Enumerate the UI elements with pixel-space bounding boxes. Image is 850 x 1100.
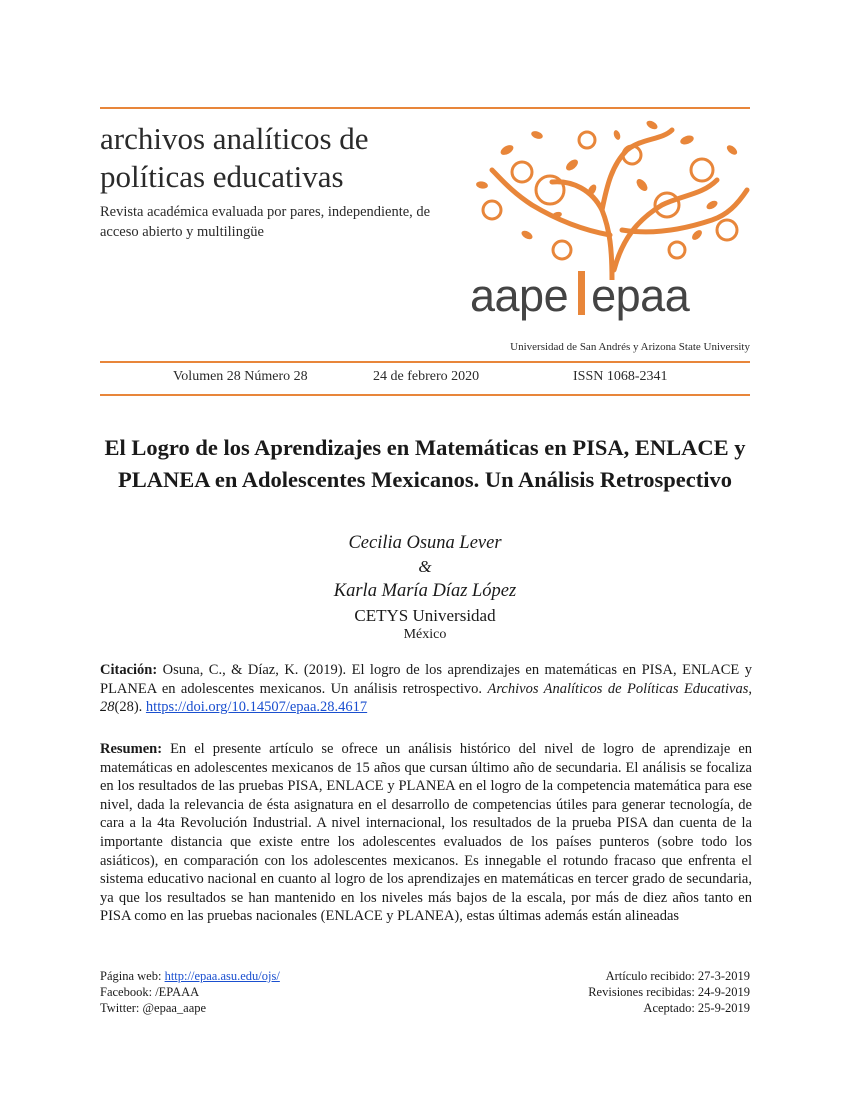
facebook-handle: Facebook: /EPAAA: [100, 985, 200, 999]
top-rule: [100, 107, 750, 109]
university-affiliation: Universidad de San Andrés y Arizona State University: [510, 341, 750, 353]
logo-text-right: epaa: [591, 270, 690, 321]
date-accepted: Aceptado: 25-9-2019: [643, 1001, 750, 1015]
twitter-handle: Twitter: @epaa_aape: [100, 1001, 207, 1015]
issue-date: 24 de febrero 2020: [373, 369, 480, 384]
web-label: Página web:: [100, 969, 162, 983]
footer-left: [100, 968, 280, 1016]
author-ampersand: &: [418, 557, 432, 576]
web-link[interactable]: http://epaa.asu.edu/ojs/: [164, 969, 280, 983]
issue-rule-top: [100, 361, 750, 363]
issue-volume: Volumen 28 Número 28: [173, 369, 308, 384]
abstract-label: Resumen:: [100, 741, 163, 757]
author-2: Karla María Díaz López: [333, 581, 517, 601]
journal-title: archivos analíticos de políticas educativas: [100, 121, 369, 194]
citation: Citación: Osuna, C., & Díaz, K. (2019). El logro de los aprendizajes en matemáticas en PISA, ENLACE y PLANEA en adolescentes mexicanos. Un análisis retrospectivo. Archivos Analíticos de Políticas Educativas, 28(28). https://doi.org/10.14507/epaa.28.4617: [100, 662, 752, 716]
abstract: [100, 740, 752, 926]
issue-issn: ISSN 1068-2341: [573, 369, 668, 384]
author-1: Cecilia Osuna Lever: [348, 533, 502, 553]
logo-wordmark: [470, 268, 755, 328]
tree-logo-icon: [462, 110, 754, 280]
country: México: [403, 627, 447, 642]
institution: CETYS Universidad: [354, 606, 496, 625]
citation-text: Osuna, C., & Díaz, K. (2019). El logro de los aprendizajes en matemáticas en PISA, ENLACE y PLANEA en adolescentes mexicanos. Un análisis retrospectivo.: [100, 662, 752, 697]
citation-volume: 28: [100, 699, 115, 716]
citation-journal: Archivos Analíticos de Políticas Educativas: [487, 680, 749, 697]
citation-label: Citación:: [100, 662, 158, 678]
doi-link[interactable]: https://doi.org/10.14507/epaa.28.4617: [145, 699, 368, 716]
date-revisions: Revisiones recibidas: 24-9-2019: [588, 985, 750, 999]
journal-subtitle: Revista académica evaluada por pares, independiente, de acceso abierto y multilingüe: [100, 204, 431, 240]
abstract-text: En el presente artículo se ofrece un análisis histórico del nivel de logro de aprendizaje en matemáticas en adolescentes mexicanos de 15 años que cursan último año de secundaria. El análisis se focaliza en los resultados de las pruebas PISA, ENLACE y PLANEA en el logro de la competencia matemática para ese nivel, dada la relevancia de ésta asignatura en el desarrollo de competencias útiles para generar tecnología, de cara a la 4ta Revolución Industrial. A nivel internacional, los resultados de la prueba PISA dan cuenta de la importante distancia que existe entre los adolescentes evaluados de los países punteros (sobre todo los asiáticos), en comparación con los adolescentes mexicanos. Es innegable el rotundo fracaso que enfrenta el sistema educativo nacional en cuanto al logro de los aprendizajes en matemáticas en tercer grado de secundaria, ya que los resultados se han mantenido en los niveles más bajos de la escala, por más de diez años tanto en PISA como en las pruebas nacionales (ENLACE y PLANEA), estas últimas además están alineadas: [100, 741, 753, 925]
citation-issue: (28).: [114, 699, 143, 716]
logo-text-left: aape: [470, 270, 569, 321]
article-title: El Logro de los Aprendizajes en Matemáticas en PISA, ENLACE y PLANEA en Adolescentes Mexicanos. Un Análisis Retrospectivo: [104, 435, 746, 492]
footer-right: [588, 968, 750, 1016]
issue-rule-bottom: [100, 394, 750, 396]
date-received: Artículo recibido: 27-3-2019: [605, 969, 750, 983]
logo-divider: [578, 271, 585, 315]
